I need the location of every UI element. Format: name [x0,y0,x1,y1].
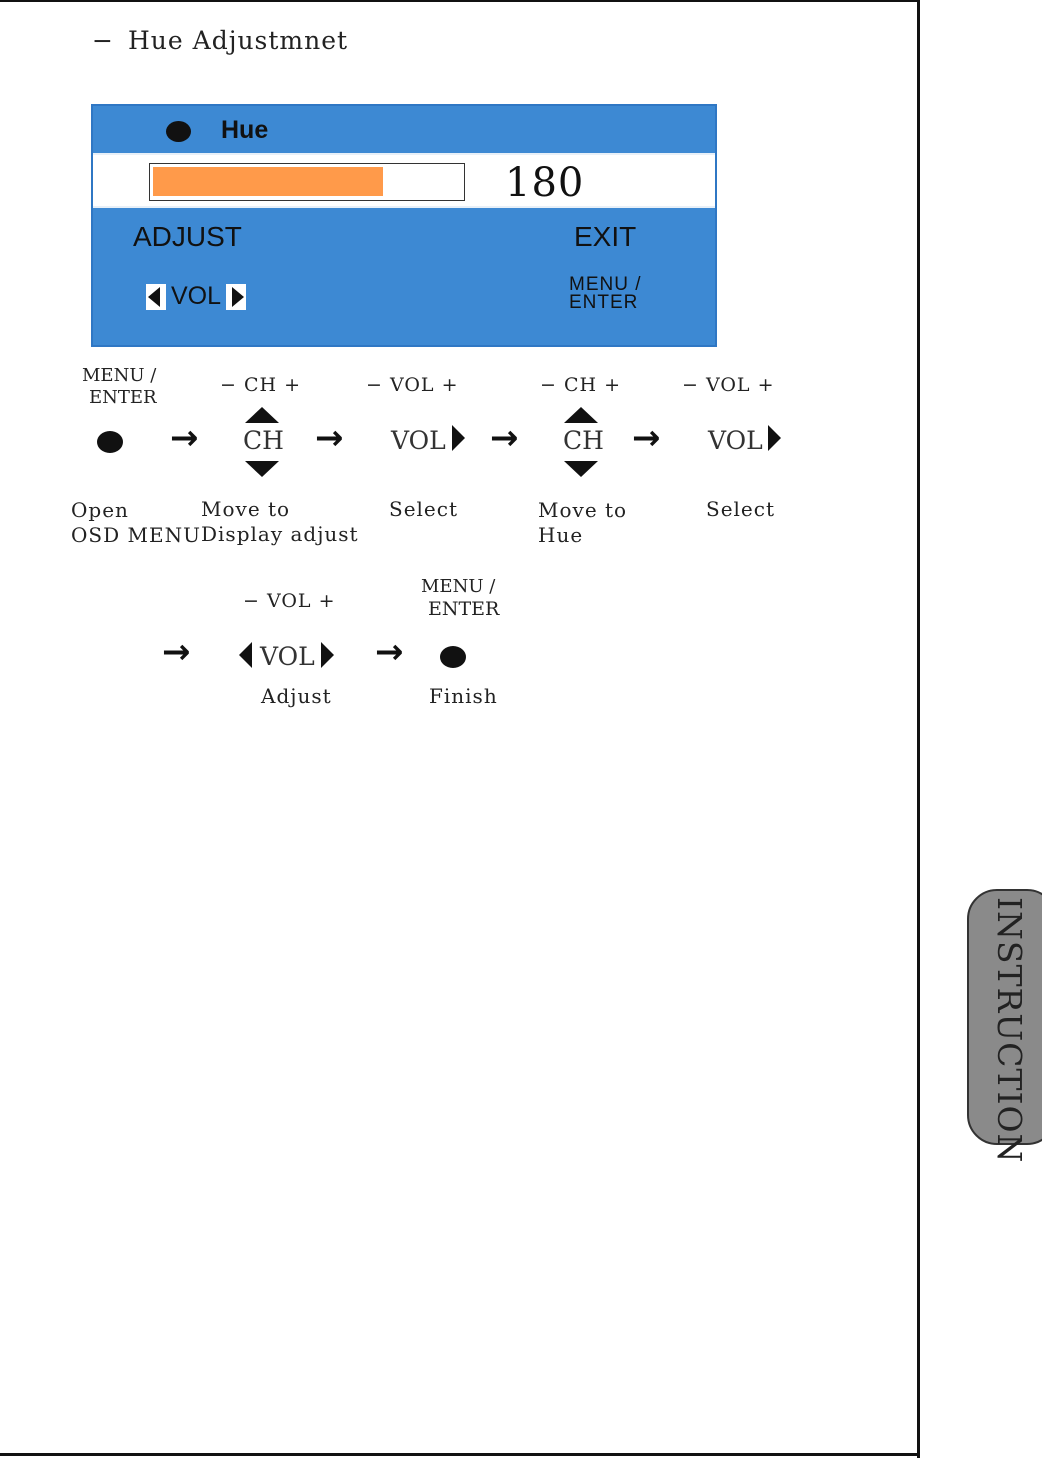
osd-panel [91,104,717,347]
vol-key-text: VOL [708,426,763,455]
osd-menu-line1: MENU / [569,274,642,295]
caption-select-1: Select [389,497,459,521]
vol-right-icon[interactable] [768,425,781,451]
triangle-right-icon [232,287,244,307]
section-title [92,26,348,55]
flow-arrow-icon: → [375,632,404,672]
vol-right-icon[interactable] [321,642,334,668]
section-dash: − [92,26,114,55]
ch-down-icon[interactable] [245,461,279,477]
hue-value: 180 [505,160,585,206]
ch-up-icon[interactable] [245,407,279,423]
caption-open-osd [71,498,201,548]
adjust-key-label: − VOL + [243,590,336,612]
vol-left-icon[interactable] [239,642,252,668]
caption-line: Open [71,498,129,522]
flow2-menu-line2: ENTER [428,598,500,620]
ch-up-icon[interactable] [564,407,598,423]
vol-right-icon[interactable] [452,425,465,451]
vol-key-text: VOL [260,642,315,671]
hue-level-fill [153,167,383,196]
osd-vol-control[interactable] [146,282,246,311]
flow2-menu-line1: MENU / [421,576,496,597]
step4-key-label: − CH + [540,374,622,396]
step3-key-label: − VOL + [366,374,459,396]
osd-adjust-label: ADJUST [133,221,242,252]
instruction-side-tab-label: INSTRUCTION [990,897,1029,1164]
osd-menu-enter-label [569,276,642,312]
osd-vol-right-key[interactable] [226,284,246,310]
flow1-menu-label [82,365,157,409]
osd-menu-line2: ENTER [569,292,639,313]
caption-select-2: Select [706,497,776,521]
ch-key-text: CH [243,426,284,455]
osd-bullet-icon [166,121,191,142]
caption-line: Display adjust [201,522,359,546]
page-border-right [917,0,920,1458]
flow-arrow-icon: → [170,418,199,458]
page-border-bottom [0,1453,920,1456]
caption-move-display [201,497,359,547]
caption-line: Move to [538,498,628,522]
triangle-left-icon [148,287,160,307]
caption-line: Move to [201,497,291,521]
section-title-text: Hue Adjustmnet [128,26,349,55]
flow-arrow-icon: → [162,632,191,672]
flow-arrow-icon: → [490,418,519,458]
menu-enter-button-icon[interactable] [97,431,123,453]
step5-key-label: − VOL + [682,374,775,396]
flow1-menu-line1: MENU / [82,365,157,386]
caption-finish: Finish [429,684,498,708]
ch-key-text: CH [563,426,604,455]
flow1-menu-line2: ENTER [89,387,157,408]
flow-arrow-icon: → [632,418,661,458]
caption-line: OSD MENU [71,523,201,547]
step2-key-label: − CH + [220,374,302,396]
flow-arrow-icon: → [315,418,344,458]
ch-down-icon[interactable] [564,461,598,477]
hue-level-bar[interactable] [149,163,465,201]
caption-line: Hue [538,523,584,547]
vol-key-text: VOL [391,426,446,455]
osd-value-row [93,153,715,208]
menu-enter-button-icon[interactable] [440,646,466,668]
osd-vol-left-key[interactable] [146,284,166,310]
osd-title: Hue [221,116,269,144]
osd-exit-label: EXIT [574,221,637,252]
caption-adjust: Adjust [261,684,332,708]
flow2-menu-label [421,576,499,620]
osd-vol-label: VOL [171,282,222,310]
page-border-top [0,0,920,2]
caption-move-hue [538,498,627,548]
